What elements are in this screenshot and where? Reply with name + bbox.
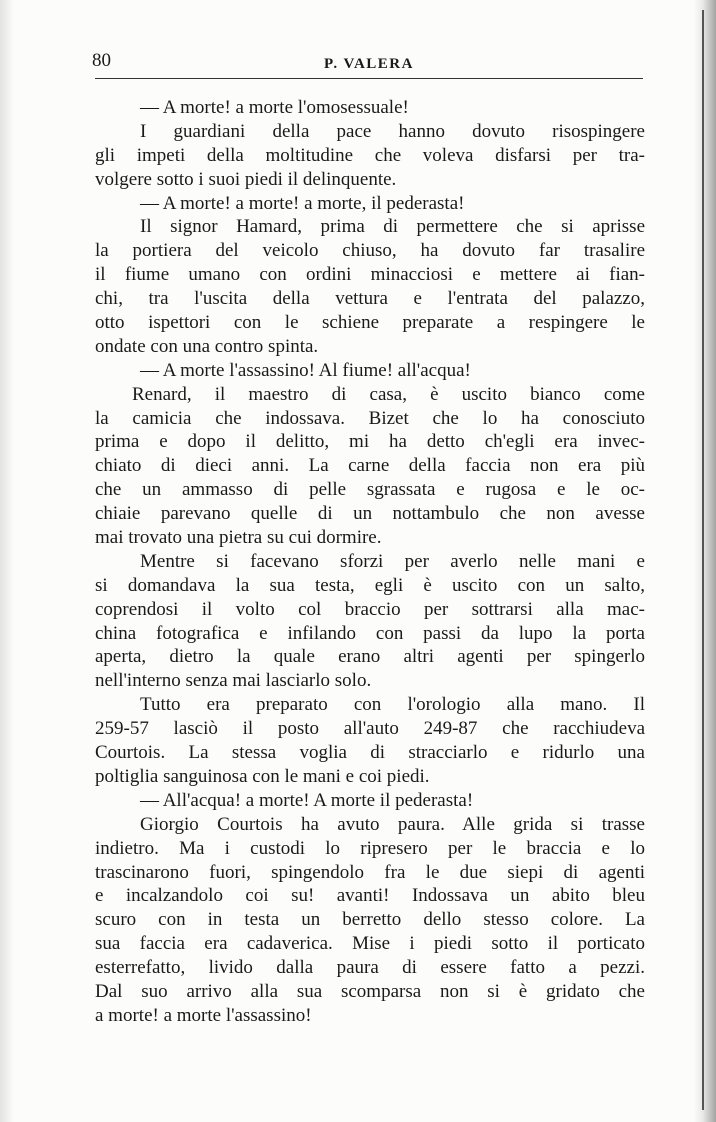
text-line: aperta, dietro la quale erano altri agenti per spingerlo — [95, 646, 645, 668]
page-number: 80 — [92, 50, 111, 71]
page-edge-shadow — [0, 0, 14, 1122]
text-line: gli impeti della moltitudine che voleva disfarsi per tra- — [95, 144, 645, 166]
text-line: nell'interno senza mai lasciarlo solo. — [95, 670, 372, 692]
text-line: Mentre si facevano sforzi per averlo nelle mani e — [140, 550, 645, 572]
text-line: chiaie parevano quelle di un nottambulo che non avesse — [95, 503, 645, 525]
text-line: la camicia che indossava. Bizet che lo ha conosciuto — [95, 407, 645, 429]
text-line: I guardiani della pace hanno dovuto risospingere — [140, 120, 645, 142]
text-line: trascinarono fuori, spingendolo fra le due siepi di agenti — [95, 861, 645, 883]
body-text — [95, 96, 645, 1028]
text-line: indietro. Ma i custodi lo ripresero per le braccia e lo — [95, 837, 645, 859]
text-line: scuro con in testa un berretto dello stesso colore. La — [95, 909, 645, 931]
text-line: ondate con una contro spinta. — [95, 335, 319, 357]
text-line: esterrefatto, livido dalla paura di essere fatto a pezzi. — [95, 957, 645, 979]
text-line: — A morte! a morte l'omosessuale! — [140, 97, 409, 118]
text-line: chi, tra l'uscita della vettura e l'entrata del palazzo, — [95, 288, 645, 310]
text-line: — A morte l'assassino! Al fiume! all'acqua! — [140, 359, 471, 381]
text-line: prima e dopo il delitto, mi ha detto ch'egli era invec- — [95, 431, 645, 453]
text-line: il fiume umano con ordini minacciosi e mettere ai fian- — [95, 264, 645, 286]
page-header — [92, 48, 646, 78]
text-line: volgere sotto i suoi piedi il delinquente. — [95, 168, 397, 190]
text-line: — All'acqua! a morte! A morte il pederasta! — [140, 789, 474, 811]
text-line: Renard, il maestro di casa, è uscito bianco come — [132, 383, 645, 405]
book-spine-shadow — [694, 0, 716, 1122]
text-line: che un ammasso di pelle sgrassata e rugosa e le oc- — [95, 479, 645, 501]
running-head: P. VALERA — [324, 56, 414, 72]
text-line: Il signor Hamard, prima di permettere che si aprisse — [140, 216, 645, 238]
text-line: Giorgio Courtois ha avuto paura. Alle grida si trasse — [140, 813, 645, 835]
header-rule — [95, 78, 643, 79]
text-line: — A morte! a morte! a morte, il pederasta! — [140, 192, 465, 214]
text-line: poltiglia sanguinosa con le mani e coi piedi. — [95, 765, 430, 787]
text-line: la portiera del veicolo chiuso, ha dovuto far trasalire — [95, 240, 645, 262]
text-line: otto ispettori con le schiene preparate a respingere le — [95, 312, 645, 334]
text-line: coprendosi il volto col braccio per sottrarsi alla mac- — [95, 598, 645, 620]
text-line: a morte! a morte l'assassino! — [95, 1004, 312, 1026]
text-line: sua faccia era cadaverica. Mise i piedi sotto il porticato — [95, 933, 645, 955]
text-line: Tutto era preparato con l'orologio alla mano. Il — [140, 694, 645, 716]
text-line: 259-57 lasciò il posto all'auto 249-87 che racchiudeva — [95, 718, 645, 740]
text-line: Dal suo arrivo alla sua scomparsa non si è gridato che — [95, 980, 645, 1002]
text-line: e incalzandolo coi su! avanti! Indossava un abito bleu — [95, 885, 645, 907]
text-line: si domandava la sua testa, egli è uscito con un salto, — [95, 574, 645, 596]
text-line: mai trovato una pietra su cui dormire. — [95, 527, 382, 549]
text-line: chiato di dieci anni. La carne della faccia non era più — [95, 455, 645, 477]
text-line: china fotografica e infilando con passi da lupo la porta — [95, 622, 645, 644]
text-line: Courtois. La stessa voglia di stracciarlo e ridurlo una — [95, 742, 645, 764]
book-spine-edge — [702, 10, 704, 1110]
